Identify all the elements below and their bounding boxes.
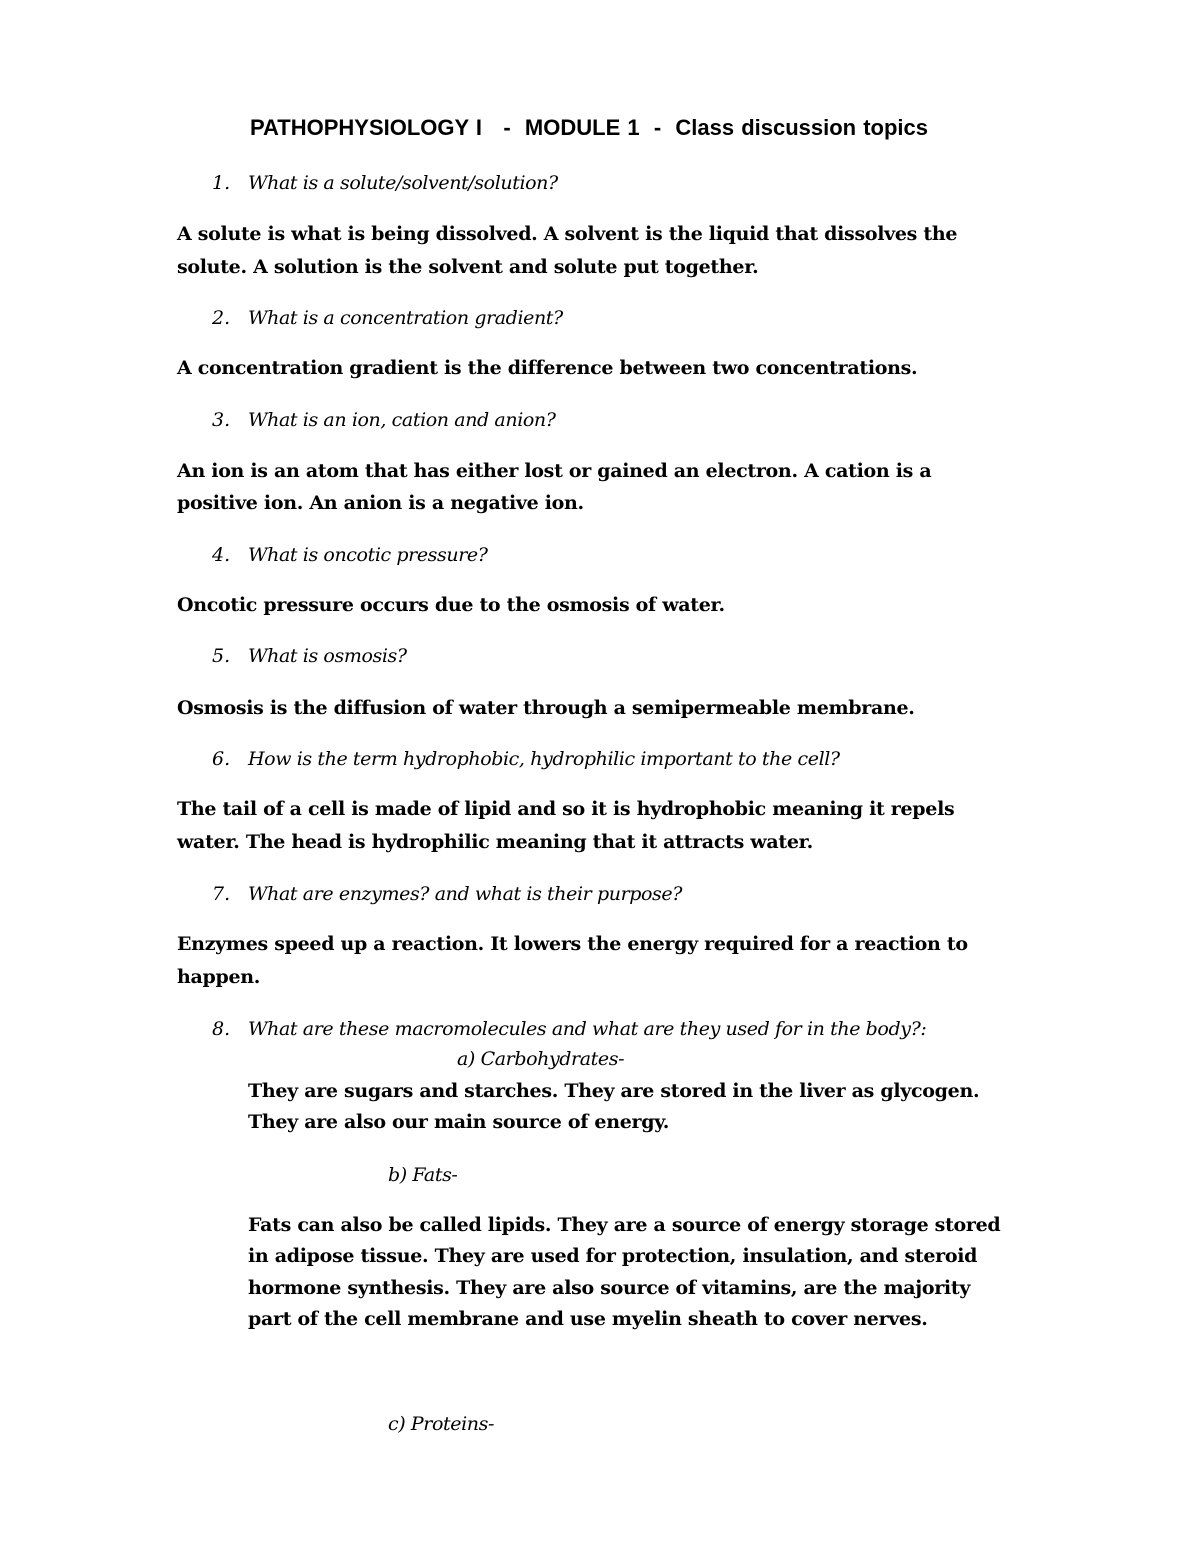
question-text: What are these macromolecules and what are they used for in the body?: <box>248 1018 927 1040</box>
macromolecule-label: a) Carbohydrates- <box>457 1048 625 1070</box>
answer-line: positive ion. An anion is a negative ion. <box>177 492 584 514</box>
question-number: 6. <box>212 748 231 770</box>
question-number: 8. <box>212 1018 231 1040</box>
answer-line: They are also our main source of energy. <box>248 1111 670 1133</box>
question-text: How is the term hydrophobic, hydrophilic important to the cell? <box>248 748 840 770</box>
answer-line: solute. A solution is the solvent and solute put together. <box>177 256 759 278</box>
answer-line: They are sugars and starches. They are stored in the liver as glycogen. <box>248 1080 980 1102</box>
question-number: 2. <box>212 307 231 329</box>
question-number: 7. <box>212 883 231 905</box>
answer-line: Enzymes speed up a reaction. It lowers the energy required for a reaction to <box>177 933 968 955</box>
question-text: What are enzymes? and what is their purpose? <box>248 883 683 905</box>
macromolecule-label: b) Fats- <box>388 1164 458 1186</box>
question-text: What is an ion, cation and anion? <box>248 409 556 431</box>
question-number: 1. <box>212 172 231 194</box>
answer-line: A solute is what is being dissolved. A solvent is the liquid that dissolves the <box>177 223 958 245</box>
answer-line: in adipose tissue. They are used for protection, insulation, and steroid <box>248 1245 978 1267</box>
answer-line: The tail of a cell is made of lipid and so it is hydrophobic meaning it repels <box>177 798 955 820</box>
question-text: What is a concentration gradient? <box>248 307 563 329</box>
answer-line: part of the cell membrane and use myelin sheath to cover nerves. <box>248 1308 928 1330</box>
answer-line: happen. <box>177 966 261 988</box>
answer-line: A concentration gradient is the difference between two concentrations. <box>177 357 918 379</box>
question-text: What is a solute/solvent/solution? <box>248 172 558 194</box>
answer-line: water. The head is hydrophilic meaning that it attracts water. <box>177 831 813 853</box>
answer-line: Oncotic pressure occurs due to the osmosis of water. <box>177 594 725 616</box>
question-text: What is osmosis? <box>248 645 407 667</box>
answer-line: An ion is an atom that has either lost or gained an electron. A cation is a <box>177 460 932 482</box>
answer-line: hormone synthesis. They are also source of vitamins, are the majority <box>248 1277 971 1299</box>
answer-line: Fats can also be called lipids. They are a source of energy storage stored <box>248 1214 1001 1236</box>
macromolecule-label: c) Proteins- <box>388 1413 494 1435</box>
answer-line: Osmosis is the diffusion of water through a semipermeable membrane. <box>177 697 915 719</box>
question-number: 4. <box>212 544 231 566</box>
question-text: What is oncotic pressure? <box>248 544 488 566</box>
question-number: 3. <box>212 409 231 431</box>
document-title: PATHOPHYSIOLOGY I - MODULE 1 - Class discussion topics <box>250 115 929 140</box>
question-number: 5. <box>212 645 231 667</box>
